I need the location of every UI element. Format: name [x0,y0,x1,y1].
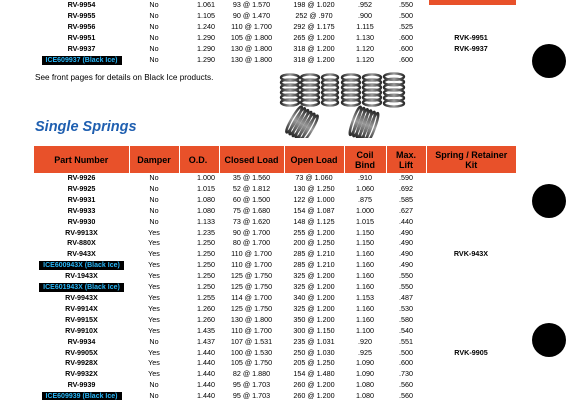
closed-load-cell: 107 @ 1.531 [230,336,273,346]
max-lift-cell: .692 [399,183,413,193]
damper-cell: Yes [148,325,160,335]
closed-load-cell: 110 @ 1.700 [231,325,272,335]
coil-bind-cell: 1.090 [356,369,374,379]
damper-cell: Yes [148,227,160,237]
table-row [34,315,516,326]
retainer-kit-cell [426,337,516,348]
od-cell: 1.250 [197,282,215,292]
od-cell: 1.105 [197,10,215,20]
header-retainer-kit: Spring / Retainer Kit [426,146,516,173]
table-row [34,271,516,282]
max-lift-cell: .600 [399,54,413,64]
max-lift-cell: .530 [399,303,413,313]
open-load-cell: 325 @ 1.200 [293,271,335,281]
max-lift-cell: .600 [399,32,413,42]
max-lift-cell: .490 [399,260,413,270]
od-cell: 1.440 [197,369,215,379]
black-ice-label: ICE600943X (Black Ice) [39,261,124,270]
damper-cell: No [149,173,159,182]
open-load-cell: 130 @ 1.250 [293,183,335,193]
coil-bind-cell: .925 [358,347,372,357]
table-row [34,304,516,315]
retainer-kit-cell [426,271,516,282]
binder-hole [532,44,566,78]
open-load-cell: 250 @ 1.030 [293,347,335,357]
binder-hole [532,323,566,357]
retainer-kit-cell: RVK-9905 [454,347,488,357]
part-number-cell: RV-880X [67,238,96,248]
od-cell: 1.250 [197,271,215,281]
retainer-kit-cell [426,238,516,249]
part-number-cell: RV-9933 [67,205,96,215]
valve-springs-photo [278,72,418,138]
table-row [34,228,516,239]
part-number-cell: RV-9943X [65,292,98,302]
table-row [34,293,516,304]
max-lift-cell: .490 [399,227,413,237]
closed-load-cell: 130 @ 1.800 [230,54,273,64]
damper-cell: No [149,183,159,193]
open-load-cell: 325 @ 1.200 [293,282,335,292]
retainer-kit-cell [426,228,516,239]
part-number-cell: RV-9915X [65,314,98,324]
od-cell: 1.260 [197,314,215,324]
part-number-cell: RV-9954 [67,0,96,9]
closed-load-cell: 90 @ 1.700 [232,227,271,237]
header-open-load: Open Load [284,146,344,173]
part-number-cell: RV-9925 [67,183,96,193]
coil-bind-cell: .900 [358,10,372,20]
od-cell: 1.440 [197,391,215,400]
table-row [34,282,516,293]
damper-cell: No [149,216,159,226]
part-number-cell: RV-9956 [67,21,96,31]
coil-bind-cell: 1.160 [356,303,374,313]
part-number-cell: RV-9914X [65,303,98,313]
coil-bind-cell: 1.160 [356,249,374,259]
coil-bind-cell: 1.060 [356,183,374,193]
closed-load-cell: 125 @ 1.750 [230,271,273,281]
closed-load-cell: 105 @ 1.800 [230,32,273,42]
closed-load-cell: 73 @ 1.620 [232,216,271,226]
header-coil-bind: Coil Bind [344,146,386,173]
closed-load-cell: 95 @ 1.703 [232,391,271,400]
max-lift-cell: .500 [399,10,413,20]
retainer-kit-cell [426,326,516,337]
table-row [34,260,516,271]
closed-load-cell: 130 @ 1.800 [230,43,273,53]
od-cell: 1.435 [197,325,215,335]
coil-bind-cell: 1.090 [356,358,374,368]
table-row [34,0,516,11]
max-lift-cell: .600 [399,358,413,368]
table-row [34,22,516,33]
damper-cell: No [149,54,159,64]
retainer-kit-cell [426,293,516,304]
open-load-cell: 154 @ 1.087 [293,205,335,215]
damper-cell: Yes [148,303,160,313]
damper-cell: No [149,391,159,400]
od-cell: 1.133 [197,216,215,226]
black-ice-label: ICE609939 (Black Ice) [42,392,122,400]
retainer-kit-cell [426,184,516,195]
part-number-cell: RV-9934 [67,336,96,346]
max-lift-cell: .500 [399,347,413,357]
retainer-kit-cell [426,391,516,400]
retainer-kit-cell [426,0,516,11]
closed-load-cell: 95 @ 1.703 [232,380,271,390]
open-load-cell: 300 @ 1.150 [293,325,335,335]
damper-cell: Yes [148,292,160,302]
coil-bind-cell: .920 [358,336,372,346]
coil-bind-cell: 1.015 [356,216,374,226]
od-cell: 1.255 [197,292,215,302]
damper-cell: No [149,380,159,390]
open-load-cell: 260 @ 1.200 [293,391,335,400]
header-part-number: Part Number [34,146,129,173]
table-row [34,173,516,184]
table-row [34,326,516,337]
part-number-cell [34,55,129,66]
open-load-cell: 292 @ 1.175 [293,21,335,31]
closed-load-cell: 52 @ 1.812 [232,183,271,193]
table-row [34,44,516,55]
damper-cell: No [149,194,159,204]
coil-bind-cell: 1.100 [356,325,374,335]
od-cell: 1.080 [197,194,215,204]
od-cell: 1.290 [197,54,215,64]
table-row [34,358,516,369]
open-load-cell: 235 @ 1.031 [293,336,335,346]
max-lift-cell: .585 [399,194,413,204]
closed-load-cell: 114 @ 1.700 [231,292,272,302]
max-lift-cell: .600 [399,43,413,53]
retainer-kit-cell [426,260,516,271]
coil-bind-cell: .952 [358,0,372,9]
od-cell: 1.290 [197,43,215,53]
part-number-cell: RV-9930 [67,216,96,226]
coil-bind-cell: 1.120 [356,54,374,64]
closed-load-cell: 105 @ 1.750 [230,358,273,368]
part-number-cell: RV-9913X [65,227,98,237]
open-load-cell: 122 @ 1.000 [293,194,335,204]
damper-cell: Yes [148,260,160,270]
damper-cell: No [149,0,159,9]
open-load-cell: 148 @ 1.125 [293,216,335,226]
part-number-cell: RV-9926 [67,173,96,182]
od-cell: 1.440 [197,380,215,390]
od-cell: 1.260 [197,303,215,313]
open-load-cell: 285 @ 1.210 [293,249,335,259]
black-ice-label: ICE609937 (Black Ice) [42,56,122,65]
open-load-cell: 350 @ 1.200 [293,314,335,324]
open-load-cell: 318 @ 1.200 [293,54,335,64]
closed-load-cell: 82 @ 1.880 [232,369,271,379]
od-cell: 1.061 [197,0,215,9]
od-cell: 1.250 [197,249,215,259]
black-ice-label: ICE601943X (Black Ice) [39,283,124,292]
damper-cell: No [149,336,159,346]
header-damper: Damper [129,146,179,173]
damper-cell: Yes [148,369,160,379]
od-cell: 1.290 [197,32,215,42]
table-row [34,391,516,400]
table-row [34,380,516,391]
coil-bind-cell: 1.160 [356,271,374,281]
coil-bind-cell: 1.080 [356,380,374,390]
table-row [34,11,516,22]
od-cell: 1.235 [197,227,215,237]
table-row [34,217,516,228]
part-number-cell: RV-1943X [65,271,98,281]
max-lift-cell: .560 [399,380,413,390]
table-row [34,348,516,359]
coil-bind-cell: 1.150 [356,227,374,237]
spring-icon [363,74,381,105]
open-load-cell: 340 @ 1.200 [293,292,335,302]
part-number-cell: RV-9932X [65,369,98,379]
max-lift-cell: .490 [399,249,413,259]
spring-icon [384,73,404,106]
spring-icon [348,106,380,138]
open-load-cell: 73 @ 1.060 [295,173,333,182]
damper-cell: Yes [148,249,160,259]
table-row [34,238,516,249]
open-load-cell: 205 @ 1.250 [293,358,335,368]
coil-bind-cell: 1.160 [356,260,374,270]
od-cell: 1.000 [197,173,215,182]
coil-bind-cell: .875 [358,194,372,204]
max-lift-cell: .627 [399,205,413,215]
open-load-cell: 325 @ 1.200 [293,303,335,313]
open-load-cell: 252 @ .970 [295,10,333,20]
open-load-cell: 318 @ 1.200 [293,43,335,53]
max-lift-cell: .590 [399,173,413,182]
damper-cell: Yes [148,271,160,281]
od-cell: 1.440 [197,347,215,357]
coil-bind-cell: 1.120 [356,43,374,53]
closed-load-cell: 35 @ 1.560 [232,173,271,182]
retainer-kit-cell [426,304,516,315]
closed-load-cell: 100 @ 1.530 [230,347,273,357]
retainer-kit-cell [426,11,516,22]
retainer-kit-cell [426,173,516,184]
od-cell: 1.080 [197,205,215,215]
table-row [34,369,516,380]
damper-cell: Yes [148,358,160,368]
table-row [34,337,516,348]
part-number-cell: RV-943X [67,249,96,259]
retainer-kit-cell [426,358,516,369]
retainer-kit-cell [426,315,516,326]
table-header-row [34,146,516,173]
part-number-cell: RV-9955 [67,10,96,20]
coil-bind-cell: 1.000 [356,205,374,215]
spring-icon [322,74,338,105]
od-cell: 1.250 [197,238,215,248]
max-lift-cell: .490 [399,238,413,248]
part-number-cell: RV-9905X [65,347,98,357]
retainer-kit-cell [426,206,516,217]
coil-bind-cell: 1.130 [356,32,374,42]
single-springs-table [34,146,516,400]
retainer-kit-cell [426,22,516,33]
binder-hole [532,184,566,218]
header-od: O.D. [179,146,219,173]
retainer-kit-cell: RVK-943X [453,249,489,259]
part-number-cell [34,282,129,293]
damper-cell: No [149,43,159,53]
spring-icon [281,74,299,105]
retainer-kit-cell: RVK-9951 [454,32,488,42]
closed-load-cell: 110 @ 1.700 [231,249,272,259]
max-lift-cell: .440 [399,216,413,226]
damper-cell: No [149,32,159,42]
od-cell: 1.240 [197,21,215,31]
closed-load-cell: 110 @ 1.700 [231,21,272,31]
max-lift-cell: .540 [399,325,413,335]
max-lift-cell: .550 [399,0,413,9]
open-load-cell: 265 @ 1.200 [293,32,335,42]
spring-icon [284,105,319,138]
retainer-kit-cell [426,369,516,380]
closed-load-cell: 125 @ 1.750 [230,282,273,292]
part-number-cell: RV-9937 [67,43,96,53]
damper-cell: Yes [148,347,160,357]
part-number-cell: RV-9928X [65,358,98,368]
od-cell: 1.437 [197,336,215,346]
max-lift-cell: .730 [399,369,413,379]
damper-cell: Yes [148,282,160,292]
retainer-kit-cell [426,55,516,66]
part-number-cell [34,391,129,400]
header-closed-load: Closed Load [219,146,284,173]
section-title: Single Springs [35,119,137,135]
open-load-cell: 198 @ 1.020 [293,0,335,9]
max-lift-cell: .580 [399,314,413,324]
coil-bind-cell: 1.115 [356,21,374,31]
table-row [34,33,516,44]
closed-load-cell: 80 @ 1.700 [232,238,271,248]
open-load-cell: 200 @ 1.250 [293,238,335,248]
part-number-cell: RV-9939 [67,380,96,390]
coil-bind-cell: 1.150 [356,238,374,248]
damper-cell: No [149,10,159,20]
retainer-kit-cell [426,282,516,293]
table-row [34,55,516,66]
spring-icon [342,74,360,105]
open-load-cell: 260 @ 1.200 [293,380,335,390]
retainer-kit-cell [426,195,516,206]
open-load-cell: 154 @ 1.480 [293,369,335,379]
coil-bind-cell: 1.153 [356,292,374,302]
damper-cell: Yes [148,314,160,324]
black-ice-note: See front pages for details on Black Ice products. [35,73,214,82]
max-lift-cell: .487 [399,292,413,302]
damper-cell: No [149,21,159,31]
coil-bind-cell: .910 [358,173,372,182]
od-cell: 1.250 [197,260,215,270]
retainer-kit-cell [426,217,516,228]
part-number-cell: RV-9951 [67,32,96,42]
table-row [34,195,516,206]
max-lift-cell: .550 [399,271,413,281]
open-load-cell: 255 @ 1.200 [293,227,335,237]
closed-load-cell: 130 @ 1.800 [230,314,273,324]
closed-load-cell: 125 @ 1.750 [230,303,273,313]
od-cell: 1.440 [197,358,215,368]
damper-cell: Yes [148,238,160,248]
header-max-lift: Max. Lift [386,146,426,173]
part-number-cell [34,260,129,271]
od-cell: 1.015 [197,183,215,193]
coil-bind-cell: 1.160 [356,282,374,292]
damper-cell: No [149,205,159,215]
part-number-cell: RV-9910X [65,325,98,335]
coil-bind-cell: 1.160 [356,314,374,324]
top-spring-table [34,0,516,65]
closed-load-cell: 93 @ 1.570 [232,0,271,9]
max-lift-cell: .551 [399,336,413,346]
closed-load-cell: 60 @ 1.500 [232,194,271,204]
table-row [34,249,516,260]
closed-load-cell: 90 @ 1.470 [232,10,271,20]
open-load-cell: 285 @ 1.210 [293,260,335,270]
part-number-cell: RV-9931 [67,194,96,204]
retainer-kit-cell [426,380,516,391]
coil-bind-cell: 1.080 [356,391,374,400]
max-lift-cell: .525 [399,21,413,31]
closed-load-cell: 75 @ 1.680 [232,205,271,215]
spring-icon [301,74,319,105]
closed-load-cell: 110 @ 1.700 [231,260,272,270]
table-row [34,206,516,217]
max-lift-cell: .550 [399,282,413,292]
retainer-kit-cell: RVK-9937 [454,43,488,53]
max-lift-cell: .560 [399,391,413,400]
table-row [34,184,516,195]
